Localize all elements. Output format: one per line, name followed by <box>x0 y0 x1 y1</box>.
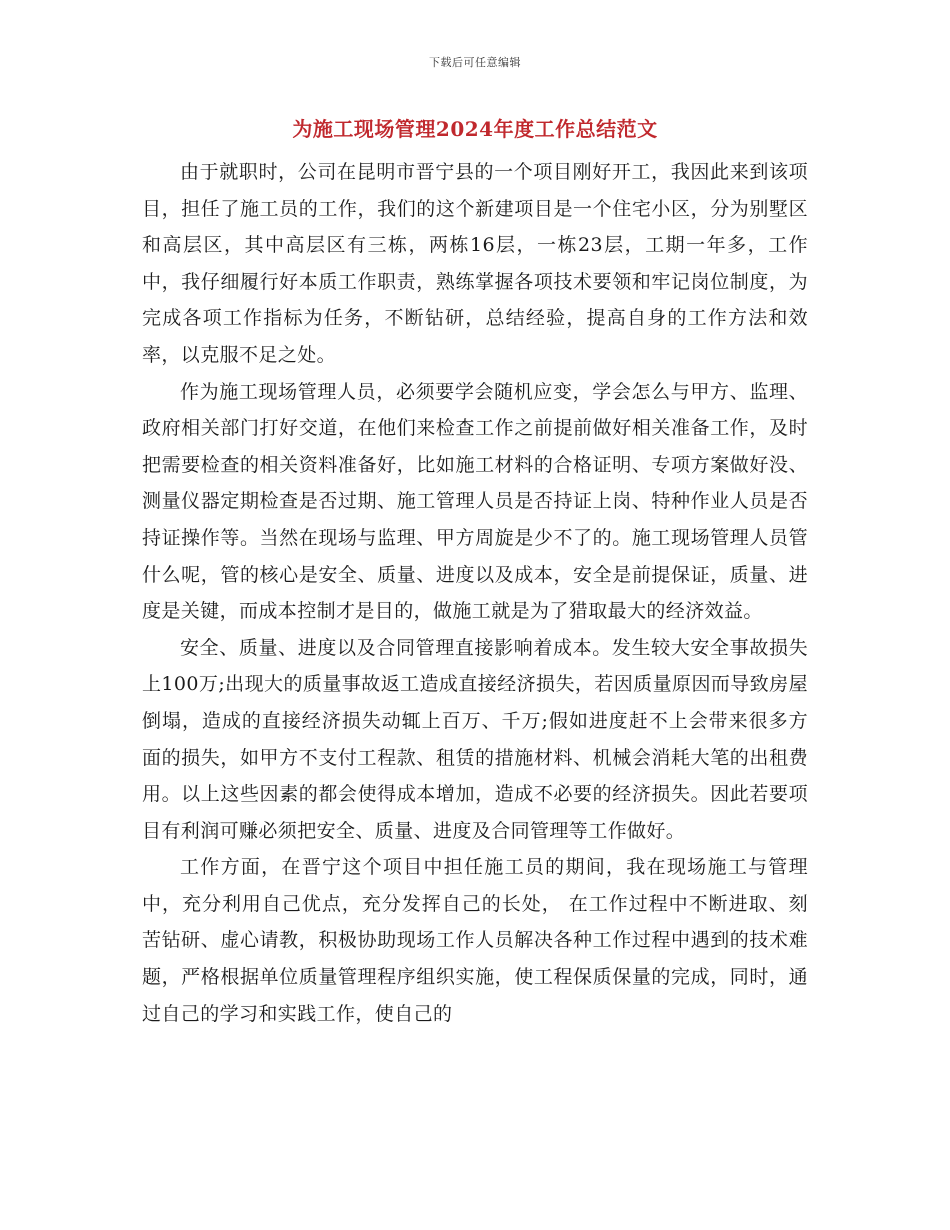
document-body <box>142 154 808 1032</box>
document-title: 为施工现场管理2024年度工作总结范文 <box>292 117 658 141</box>
paragraph-4: 工作方面，在晋宁这个项目中担任施工员的期间，我在现场施工与管理中，充分利用自己优点，充分发挥自己的长处， 在工作过程中不断进取、刻苦钻研、虚心请教，积极协助现场工作人员解决各种工作过程中遇到的技术难题，严格根据单位质量管理程序组织实施，使工程保质保量的完成，同时，通过自己的学习和实践工作，使自己的 <box>142 856 808 1025</box>
paragraph-2: 作为施工现场管理人员，必须要学会随机应变，学会怎么与甲方、监理、政府相关部门打好交道，在他们来检查工作之前提前做好相关准备工作，及时把需要检查的相关资料准备好，比如施工材料的合格证明、专项方案做好没、测量仪器定期检查是否过期、施工管理人员是否持证上岗、特种作业人员是否持证操作等。当然在现场与监理、甲方周旋是少不了的。施工现场管理人员管什么呢，管的核心是安全、质量、进度以及成本，安全是前提保证，质量、进度是关键，而成本控制才是目的，做施工就是为了猎取最大的经济效益。 <box>142 380 808 623</box>
paragraph-1: 由于就职时，公司在昆明市晋宁县的一个项目刚好开工，我因此来到该项目，担任了施工员的工作，我们的这个新建项目是一个住宅小区，分为别墅区和高层区，其中高层区有三栋，两栋16层，一栋23层，工期一年多，工作中，我仔细履行好本质工作职责，熟练掌握各项技术要领和牢记岗位制度，为完成各项工作指标为任务，不断钻研，总结经验，提高自身的工作方法和效率，以克服不足之处。 <box>142 161 808 366</box>
paragraph-3: 安全、质量、进度以及合同管理直接影响着成本。发生较大安全事故损失上100万;出现大的质量事故返工造成直接经济损失，若因质量原因而导致房屋倒塌，造成的直接经济损失动辄上百万、千万;假如进度赶不上会带来很多方面的损失，如甲方不支付工程款、租赁的措施材料、机械会消耗大笔的出租费用。以上这些因素的都会使得成本增加，造成不必要的经济损失。因此若要项目有利润可赚必须把安全、质量、进度及合同管理等工作做好。 <box>142 636 808 842</box>
page-header: 下载后可任意编辑 <box>429 56 521 69</box>
